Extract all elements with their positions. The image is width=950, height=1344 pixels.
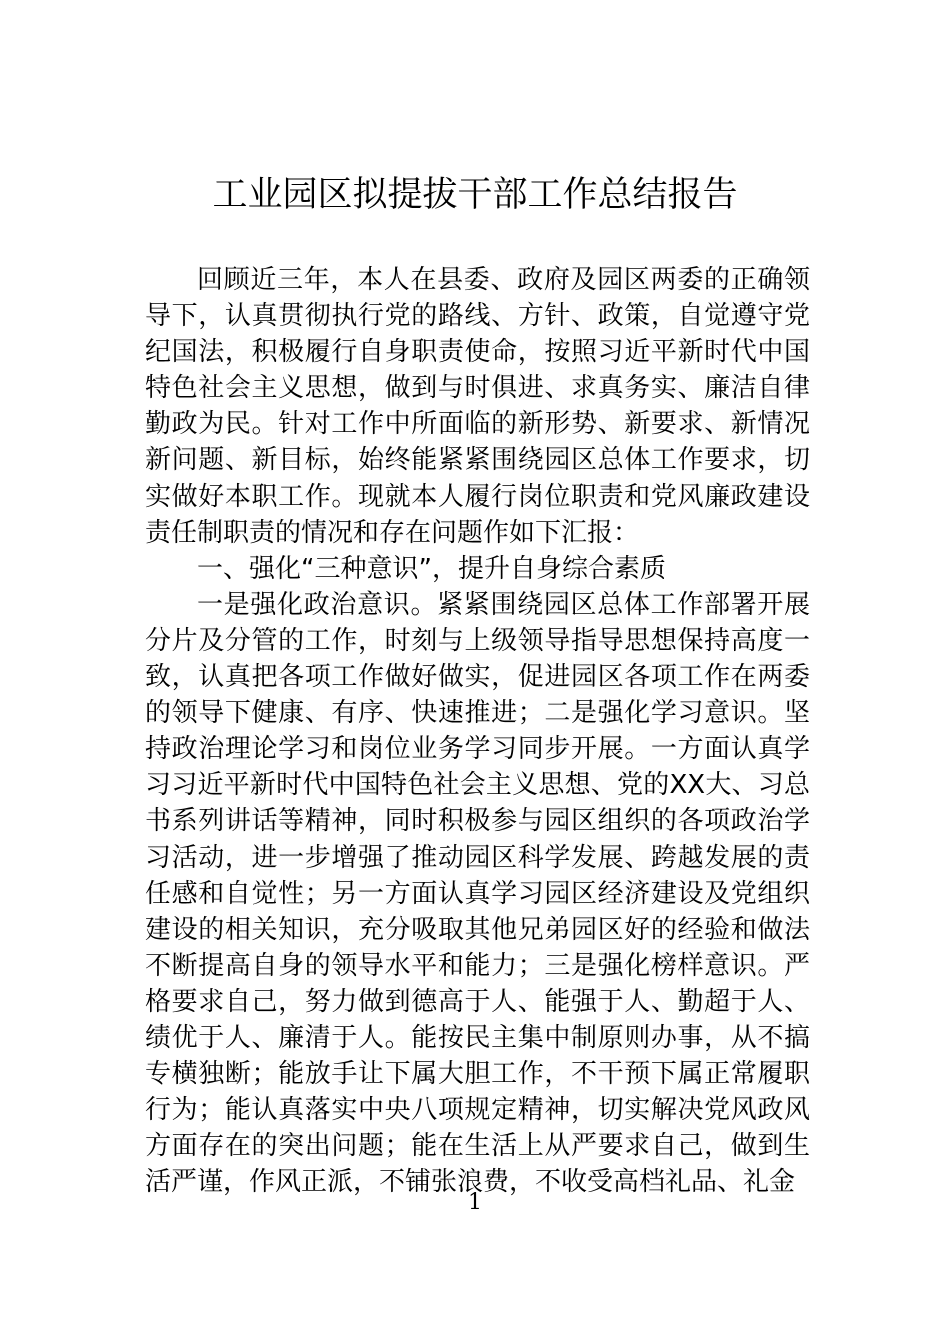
intro-paragraph: 回顾近三年，本人在县委、政府及园区两委的正确领导下，认真贯彻执行党的路线、方针、政策，自觉遵守党纪国法，积极履行自身职责使命，按照习近平新时代中国特色社会主义思想，做到与时俱进、求真务实、廉洁自律勤政为民。针对工作中所面临的新形势、新要求、新情况新问题、新目标，始终能紧紧围绕园区总体工作要求，切实做好本职工作。现就本人履行岗位职责和党风廉政建设责任制职责的情况和存在问题作如下汇报： bbox=[145, 265, 810, 548]
document-body bbox=[145, 262, 810, 1200]
section-heading-1: 一、强化“三种意识”，提升自身综合素质 bbox=[197, 553, 666, 584]
page-number: 1 bbox=[468, 1190, 482, 1215]
document-title: 工业园区拟提拔干部工作总结报告 bbox=[212, 175, 738, 215]
section-1-paragraph: 一是强化政治意识。紧紧围绕园区总体工作部署开展分片及分管的工作，时刻与上级领导指导思想保持高度一致，认真把各项工作做好做实，促进园区各项工作在两委的领导下健康、有序、快速推进；二是强化学习意识。坚持政治理论学习和岗位业务学习同步开展。一方面认真学习习近平新时代中国特色社会主义思想、党的XX大、习总书系列讲话等精神，同时积极参与园区组织的各项政治学习活动，进一步增强了推动园区科学发展、跨越发展的责任感和自觉性；另一方面认真学习园区经济建设及党组织建设的相关知识，充分吸取其他兄弟园区好的经验和做法不断提高自身的领导水平和能力；三是强化榜样意识。严格要求自己，努力做到德高于人、能强于人、勤超于人、绩优于人、廉清于人。能按民主集中制原则办事，从不搞专横独断；能放手让下属大胆工作，不干预下属正常履职行为；能认真落实中央八项规定精神，切实解决党风政风方面存在的突出问题；能在生活上从严要求自己，做到生活严谨，作风正派，不铺张浪费，不收受高档礼品、礼金 bbox=[145, 589, 810, 1198]
